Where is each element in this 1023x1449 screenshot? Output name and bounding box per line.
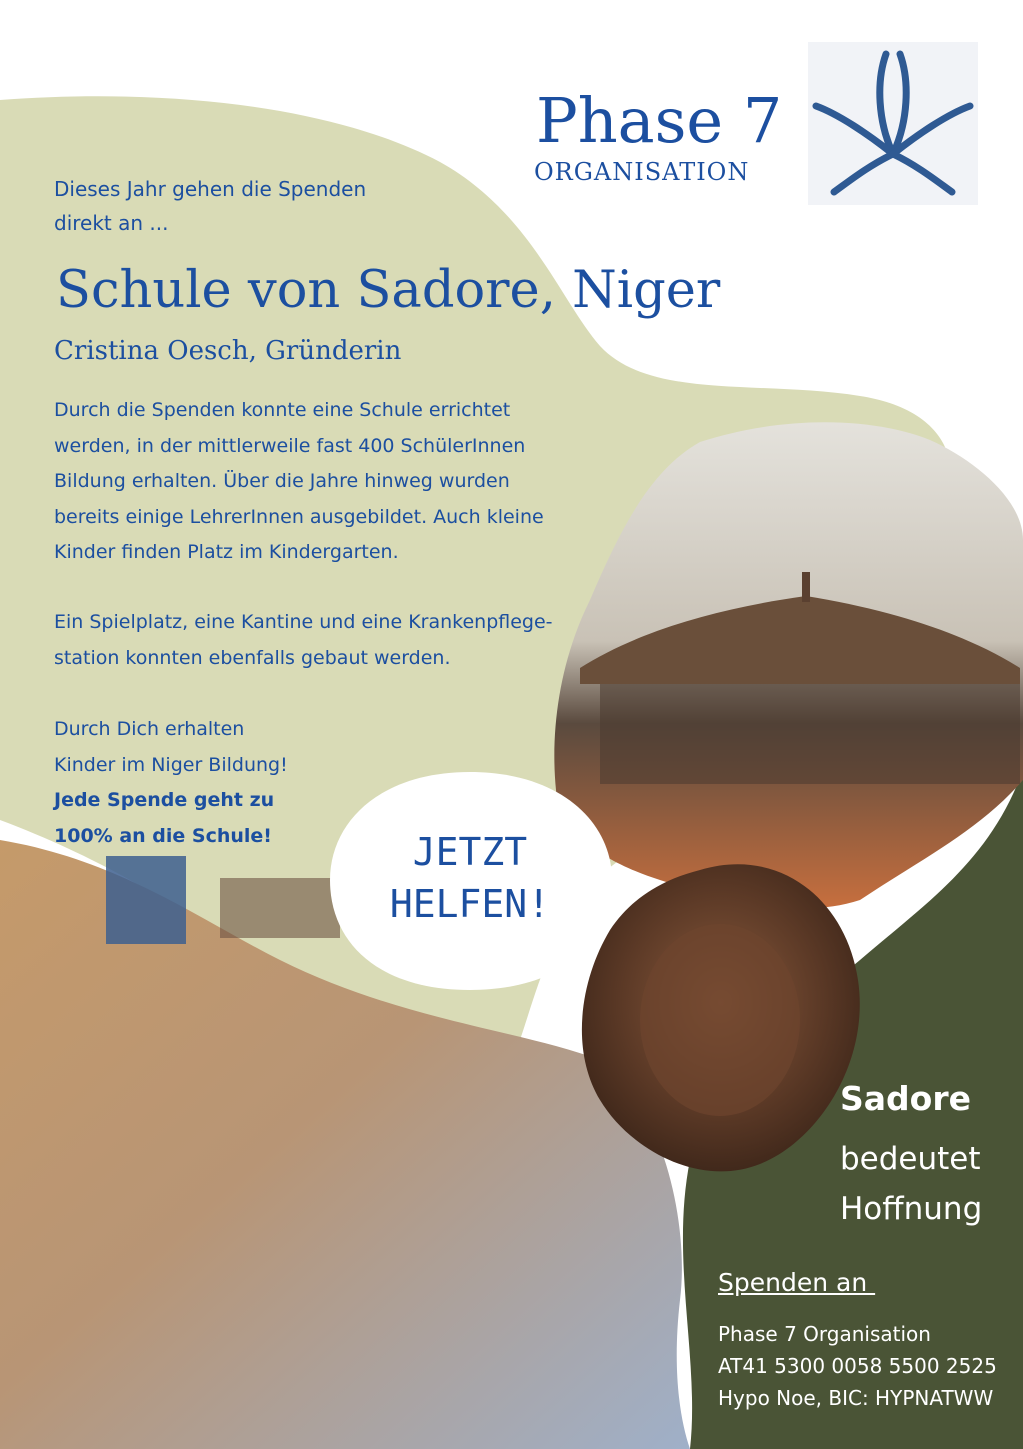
meaning-line-1: bedeutet bbox=[840, 1141, 981, 1177]
cta-help-button[interactable] bbox=[330, 826, 610, 930]
intro-line-1: Dieses Jahr gehen die Spenden bbox=[54, 177, 367, 201]
paragraph-line: Ein Spielplatz, eine Kantine und eine Krankenpflege- bbox=[54, 611, 553, 633]
paragraph-line: werden, in der mittlerweile fast 400 SchülerInnen bbox=[54, 434, 526, 457]
bank-iban: AT41 5300 0058 5500 2525 bbox=[718, 1354, 997, 1378]
paragraph-line: Kinder finden Platz im Kindergarten. bbox=[54, 541, 399, 563]
cta-line-2: HELFEN! bbox=[389, 882, 551, 926]
paragraph-bold-line: 100% an die Schule! bbox=[54, 824, 272, 847]
sadore-meaning bbox=[840, 1134, 982, 1234]
meaning-line-2: Hoffnung bbox=[840, 1191, 983, 1227]
bank-recipient: Phase 7 Organisation bbox=[718, 1322, 931, 1346]
logo-box bbox=[808, 42, 978, 205]
brand-tagline: ORGANISATION bbox=[534, 158, 750, 186]
intro-line-2: direkt an ... bbox=[54, 211, 169, 235]
paragraph-facilities bbox=[54, 605, 634, 676]
paragraph-line: bereits einige LehrerInnen ausgebildet. Auch kleine bbox=[54, 505, 544, 528]
brand-name: Phase 7 bbox=[536, 84, 783, 157]
paragraph-bold-line: Jede Spende geht zu bbox=[54, 789, 275, 811]
donation-heading: Spenden an bbox=[718, 1268, 876, 1297]
intro-text bbox=[54, 172, 454, 240]
sadore-word: Sadore bbox=[840, 1079, 971, 1118]
cta-line-1: JETZT bbox=[412, 830, 528, 874]
paragraph-line: Kinder im Niger Bildung! bbox=[54, 753, 288, 776]
bank-name-bic: Hypo Noe, BIC: HYPNATWW bbox=[718, 1386, 994, 1410]
page-title: Schule von Sadore, Niger bbox=[56, 261, 721, 320]
bank-details bbox=[718, 1318, 997, 1414]
leaf-logo-icon bbox=[808, 42, 978, 205]
paragraph-line: Bildung erhalten. Über die Jahre hinweg wurden bbox=[54, 470, 510, 492]
paragraph-line: Durch die Spenden konnte eine Schule errichtet bbox=[54, 399, 511, 421]
paragraph-school bbox=[54, 393, 634, 571]
paragraph-line: Durch Dich erhalten bbox=[54, 718, 245, 740]
paragraph-line: station konnten ebenfalls gebaut werden. bbox=[54, 646, 451, 669]
page-subtitle: Cristina Oesch, Gründerin bbox=[54, 336, 402, 366]
